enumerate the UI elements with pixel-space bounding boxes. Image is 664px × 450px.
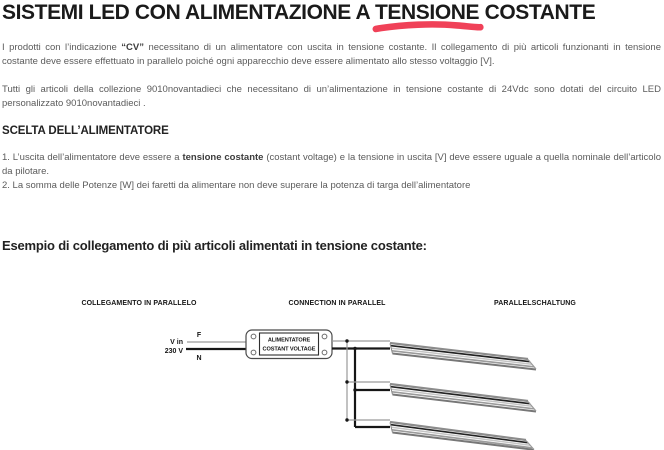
parallel-bus-wires — [332, 339, 390, 427]
page-title — [2, 1, 664, 25]
driver-label-line1: ALIMENTATORE — [267, 337, 311, 344]
example-heading: Esempio di collegamento di più articoli alimentati in tensione costante: — [2, 238, 427, 253]
vin-label-line1: V in — [170, 339, 183, 346]
junction-dot — [353, 347, 356, 350]
section-heading-scelta: SCELTA DELL’ALIMENTATORE — [2, 125, 169, 137]
junction-dot — [353, 388, 356, 391]
page-title-highlighted-word: TENSIONE — [375, 1, 479, 25]
driver-label-line2: COSTANT VOLTAGE — [262, 346, 316, 353]
junction-dot — [345, 339, 348, 342]
tensione-costante-bold: tensione costante — [182, 152, 264, 163]
diagram-label-german: PARALLELSCHALTUNG — [494, 300, 576, 307]
intro-paragraph-1: I prodotti con l’indicazione “CV” necessitano di un alimentatore con uscita in tensione costante. Il collegamento di più articoli funzionanti in tensione costante deve essere effettuato in parallelo poiché ogni apparecchio deve essere alimentato allo stesso voltaggio [V]. — [2, 42, 661, 67]
page-title-pre: SISTEMI LED CON ALIMENTAZIONE A — [2, 1, 375, 24]
driver-box — [246, 330, 332, 359]
mains-input-wires — [186, 342, 246, 349]
led-fixture-1 — [390, 343, 536, 370]
cv-indication-bold: “CV” — [121, 42, 144, 53]
list-item-1: 1. L’uscita dell’alimentatore deve essere a tensione costante (costant voltage) e la tensione in uscita [V] deve essere uguale a quella nominale dell’articolo da pilotare. — [2, 152, 661, 177]
junction-dot — [345, 418, 348, 421]
requirements-list — [2, 151, 661, 193]
diagram-label-italian: COLLEGAMENTO IN PARALLELO — [81, 300, 197, 307]
vin-label-line2: 230 V — [164, 348, 183, 355]
diagram-label-english: CONNECTION IN PARALLEL — [288, 300, 386, 307]
junction-dot — [345, 380, 348, 383]
led-fixture-3 — [390, 422, 534, 450]
led-fixture-2 — [390, 384, 536, 412]
list-item-2: 2. La somma delle Potenze [W] dei faretti da alimentare non deve superare la potenza di targa dell’alimentatore — [2, 180, 471, 191]
phase-wire-label: F — [196, 332, 202, 339]
neutral-wire-label: N — [196, 355, 202, 362]
red-marker-underline — [371, 21, 485, 33]
intro-paragraph-2: Tutti gli articoli della collezione 9010novantadieci che necessitano di un’alimentazione in tensione costante di 24Vdc sono dotati del circuito LED personalizzato 9010novantadieci . — [2, 84, 661, 109]
page-title-post: COSTANTE — [479, 1, 596, 24]
wiring-diagram — [0, 288, 664, 450]
